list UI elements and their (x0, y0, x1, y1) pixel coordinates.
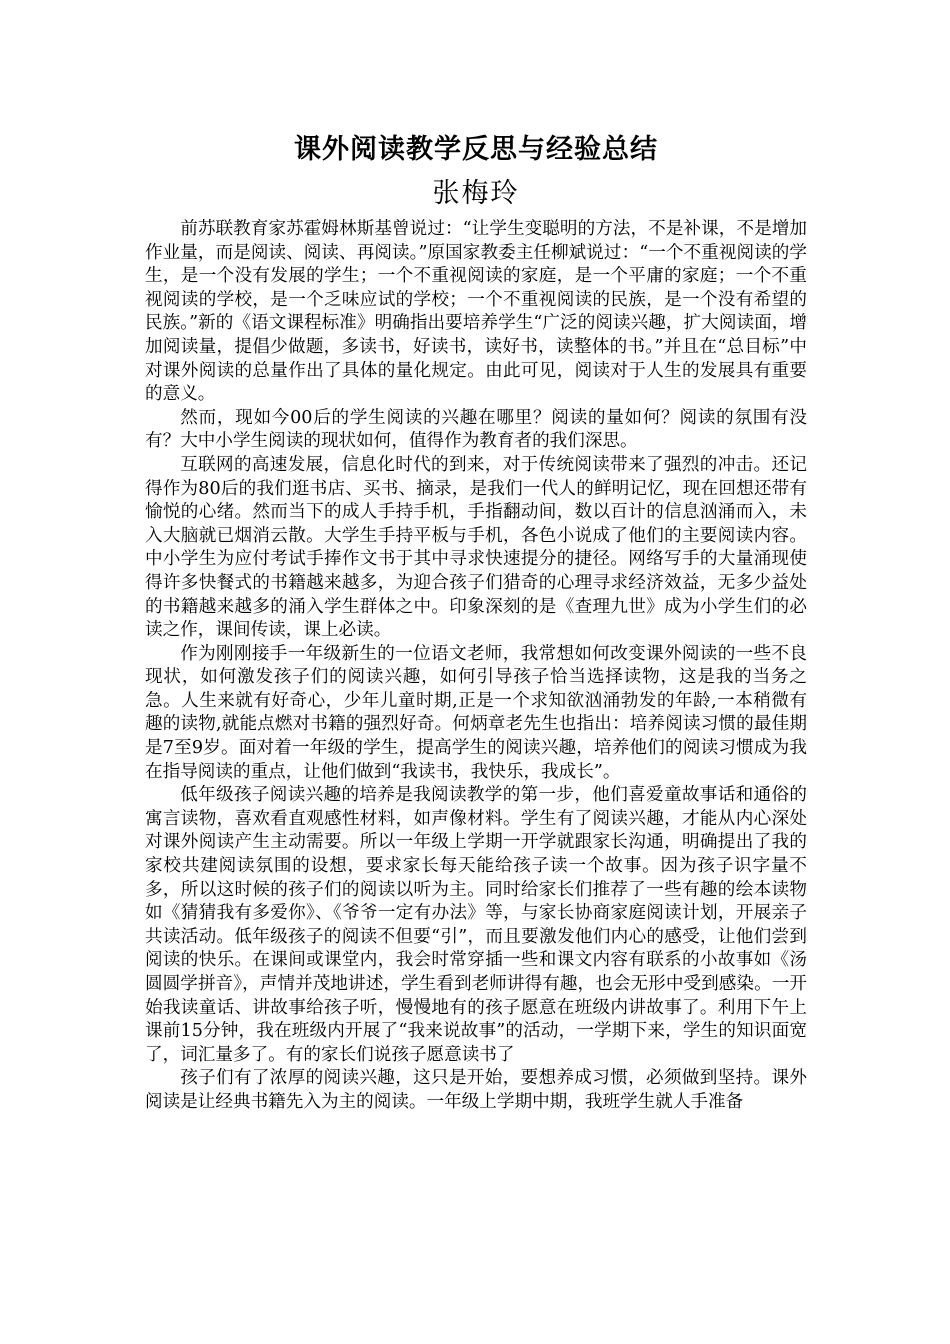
document-page (145, 128, 807, 1115)
paragraph-1: 前苏联教育家苏霍姆林斯基曾说过：“让学生变聪明的方法，不是补课，不是增加作业量，而是阅读、阅读、再阅读。”原国家教委主任柳斌说过：“一个不重视阅读的学生，是一个没有发展的学生；一个不重视阅读的家庭，是一个平庸的家庭；一个不重视阅读的学校，是一个乏味应试的学校；一个不重视阅读的民族，是一个没有希望的民族。”新的《语文课程标准》明确指出要培养学生“广泛的阅读兴趣，扩大阅读面，增加阅读量，提倡少做题，多读书，好读书，读好书，读整体的书。”并且在“总目标”中对课外阅读的总量作出了具体的量化规定。由此可见，阅读对于人生的发展具有重要的意义。 (145, 219, 807, 405)
paragraph-2: 然而，现如今00后的学生阅读的兴趣在哪里？阅读的量如何？阅读的氛围有没有？大中小学生阅读的现状如何，值得作为教育者的我们深思。 (145, 407, 807, 452)
paragraph-4: 作为刚刚接手一年级新生的一位语文老师，我常想如何改变课外阅读的一些不良现状，如何激发孩子们的阅读兴趣，如何引导孩子恰当选择读物，这是我的当务之急。人生来就有好奇心，少年儿童时期,正是一个求知欲汹涌勃发的年龄,一本稍微有趣的读物,就能点燃对书籍的强烈好奇。何炳章老先生也指出：培养阅读习惯的最佳期是7至9岁。面对着一年级的学生，提高学生的阅读兴趣，培养他们的阅读习惯成为我在指导阅读的重点，让他们做到“我读书，我快乐，我成长”。 (145, 643, 807, 782)
paragraph-6: 孩子们有了浓厚的阅读兴趣，这只是开始，要想养成习惯，必须做到坚持。课外阅读是让经典书籍先入为主的阅读。一年级上学期中期，我班学生就人手准备 (145, 1068, 807, 1112)
document-author: 张梅玲 (432, 178, 520, 209)
paragraph-5: 低年级孩子阅读兴趣的培养是我阅读教学的第一步，他们喜爱童故事话和通俗的寓言读物，喜欢看直观感性材料，如声像材料。学生有了阅读兴趣，才能从内心深处对课外阅读产生主动需要。所以一年级上学期一开学就跟家长沟通，明确提出了我的家校共建阅读氛围的设想，要求家长每天能给孩子读一个故事。因为孩子识字量不多，所以这时候的孩子们的阅读以听为主。同时给家长们推荐了一些有趣的绘本读物如《猜猜我有多爱你》、《爷爷一定有办法》等，与家长协商家庭阅读计划，开展亲子共读活动。低年级孩子的阅读不但要“引”，而且要激发他们内心的感受，让他们尝到阅读的快乐。在课间或课堂内，我会时常穿插一些和课文内容有联系的小故事如《汤圆圆学拼音》，声情并茂地讲述，学生看到老师讲得有趣，也会无形中受到感染。一开始我读童话、讲故事给孩子听，慢慢地有的孩子愿意在班级内讲故事了。利用下午上课前15分钟，我在班级内开展了“我来说故事”的活动，一学期下来，学生的知识面宽了，词汇量多了。有的家长们说孩子愿意读书了 (145, 785, 807, 1065)
document-title: 课外阅读教学反思与经验总结 (294, 134, 658, 165)
paragraph-3: 互联网的高速发展，信息化时代的到来，对于传统阅读带来了强烈的冲击。还记得作为80后的我们逛书店、买书、摘录，是我们一代人的鲜明记忆，现在回想还带有愉悦的心绪。然而当下的成人手持手机，手指翻动间，数以百计的信息汹涌而入，未入大脑就已烟消云散。大学生手持平板与手机，各色小说成了他们的主要阅读内容。中小学生为应付考试手捧作文书于其中寻求快速提分的捷径。网络写手的大量涌现使得许多快餐式的书籍越来越多，为迎合孩子们猎奇的心理寻求经济效益，无多少益处的书籍越来越多的涌入学生群体之中。印象深刻的是《查理九世》成为小学生们的必读之作，课间传读，课上必读。 (145, 454, 807, 641)
